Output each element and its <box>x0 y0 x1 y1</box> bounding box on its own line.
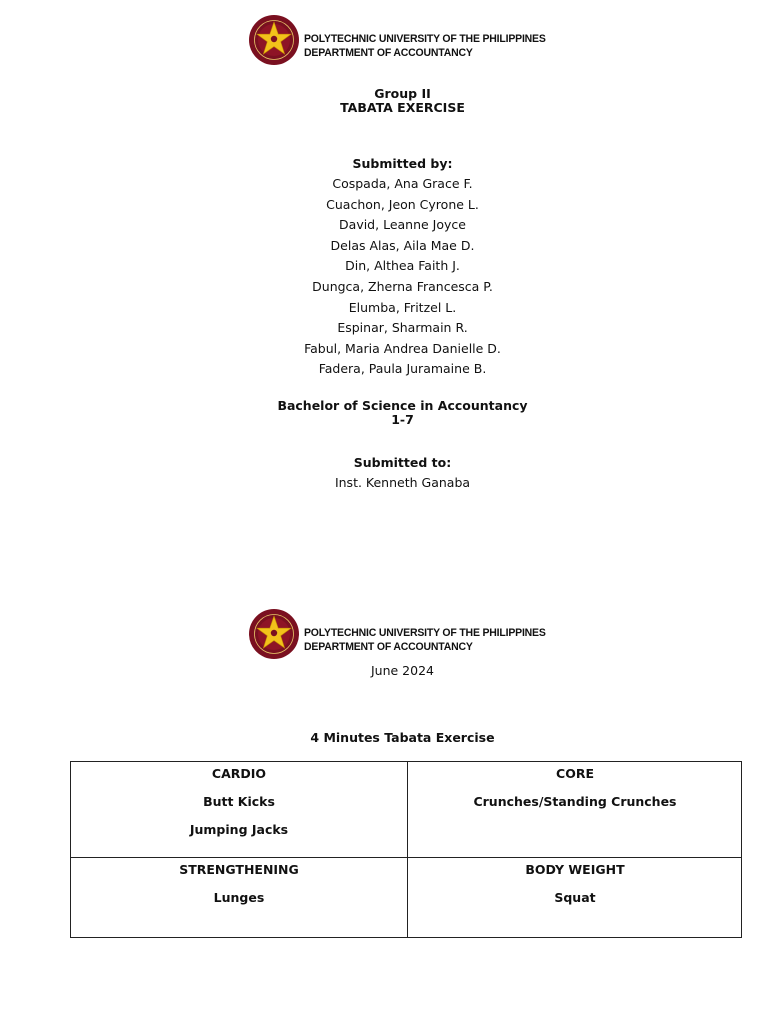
pup-seal-icon <box>248 608 300 660</box>
strengthening-cell <box>71 856 407 912</box>
document-title: TABATA EXERCISE <box>340 100 465 115</box>
member-name: Espinar, Sharmain R. <box>337 320 468 336</box>
member-name: Dungca, Zherna Francesca P. <box>312 278 493 294</box>
body-weight-cell <box>407 856 743 912</box>
strengthening-heading: STRENGTHENING <box>179 862 299 877</box>
department-name: DEPARTMENT OF ACCOUNTANCY <box>304 641 473 653</box>
section-label: 1-7 <box>391 412 414 427</box>
member-name: Cuachon, Jeon Cyrone L. <box>326 196 479 212</box>
submitted-by-label: Submitted by: <box>352 156 453 171</box>
table-title: 4 Minutes Tabata Exercise <box>310 730 495 745</box>
submitted-to-label: Submitted to: <box>353 455 452 470</box>
cardio-heading: CARDIO <box>211 766 267 781</box>
instructor-name: Inst. Kenneth Ganaba <box>334 475 471 490</box>
university-name: POLYTECHNIC UNIVERSITY OF THE PHILIPPINES <box>304 627 546 639</box>
member-name: Fabul, Maria Andrea Danielle D. <box>304 340 501 356</box>
body-weight-heading: BODY WEIGHT <box>525 862 625 877</box>
member-name: David, Leanne Joyce <box>339 217 466 233</box>
cardio-item: Jumping Jacks <box>189 822 289 837</box>
group-label: Group II <box>374 86 431 101</box>
date-label: June 2024 <box>370 663 434 678</box>
cardio-cell <box>71 760 407 844</box>
program-name: Bachelor of Science in Accountancy <box>277 398 528 413</box>
page1-header <box>248 14 548 68</box>
page2-header <box>248 608 548 662</box>
member-name: Fadera, Paula Juramaine B. <box>318 361 487 377</box>
member-name: Din, Althea Faith J. <box>345 258 460 274</box>
tabata-table <box>70 761 742 938</box>
core-item: Crunches/Standing Crunches <box>473 794 677 809</box>
member-name: Cospada, Ana Grace F. <box>332 176 473 191</box>
strengthening-item: Lunges <box>213 890 265 905</box>
member-name: Elumba, Fritzel L. <box>348 299 457 315</box>
pup-seal-icon <box>248 14 300 66</box>
members-list <box>0 176 768 382</box>
core-heading: CORE <box>556 766 594 781</box>
member-name: Delas Alas, Aila Mae D. <box>330 237 475 253</box>
department-name: DEPARTMENT OF ACCOUNTANCY <box>304 47 473 59</box>
cardio-item: Butt Kicks <box>203 794 275 809</box>
body-weight-item: Squat <box>554 890 596 905</box>
university-name: POLYTECHNIC UNIVERSITY OF THE PHILIPPINES <box>304 33 546 45</box>
core-cell <box>407 760 743 816</box>
